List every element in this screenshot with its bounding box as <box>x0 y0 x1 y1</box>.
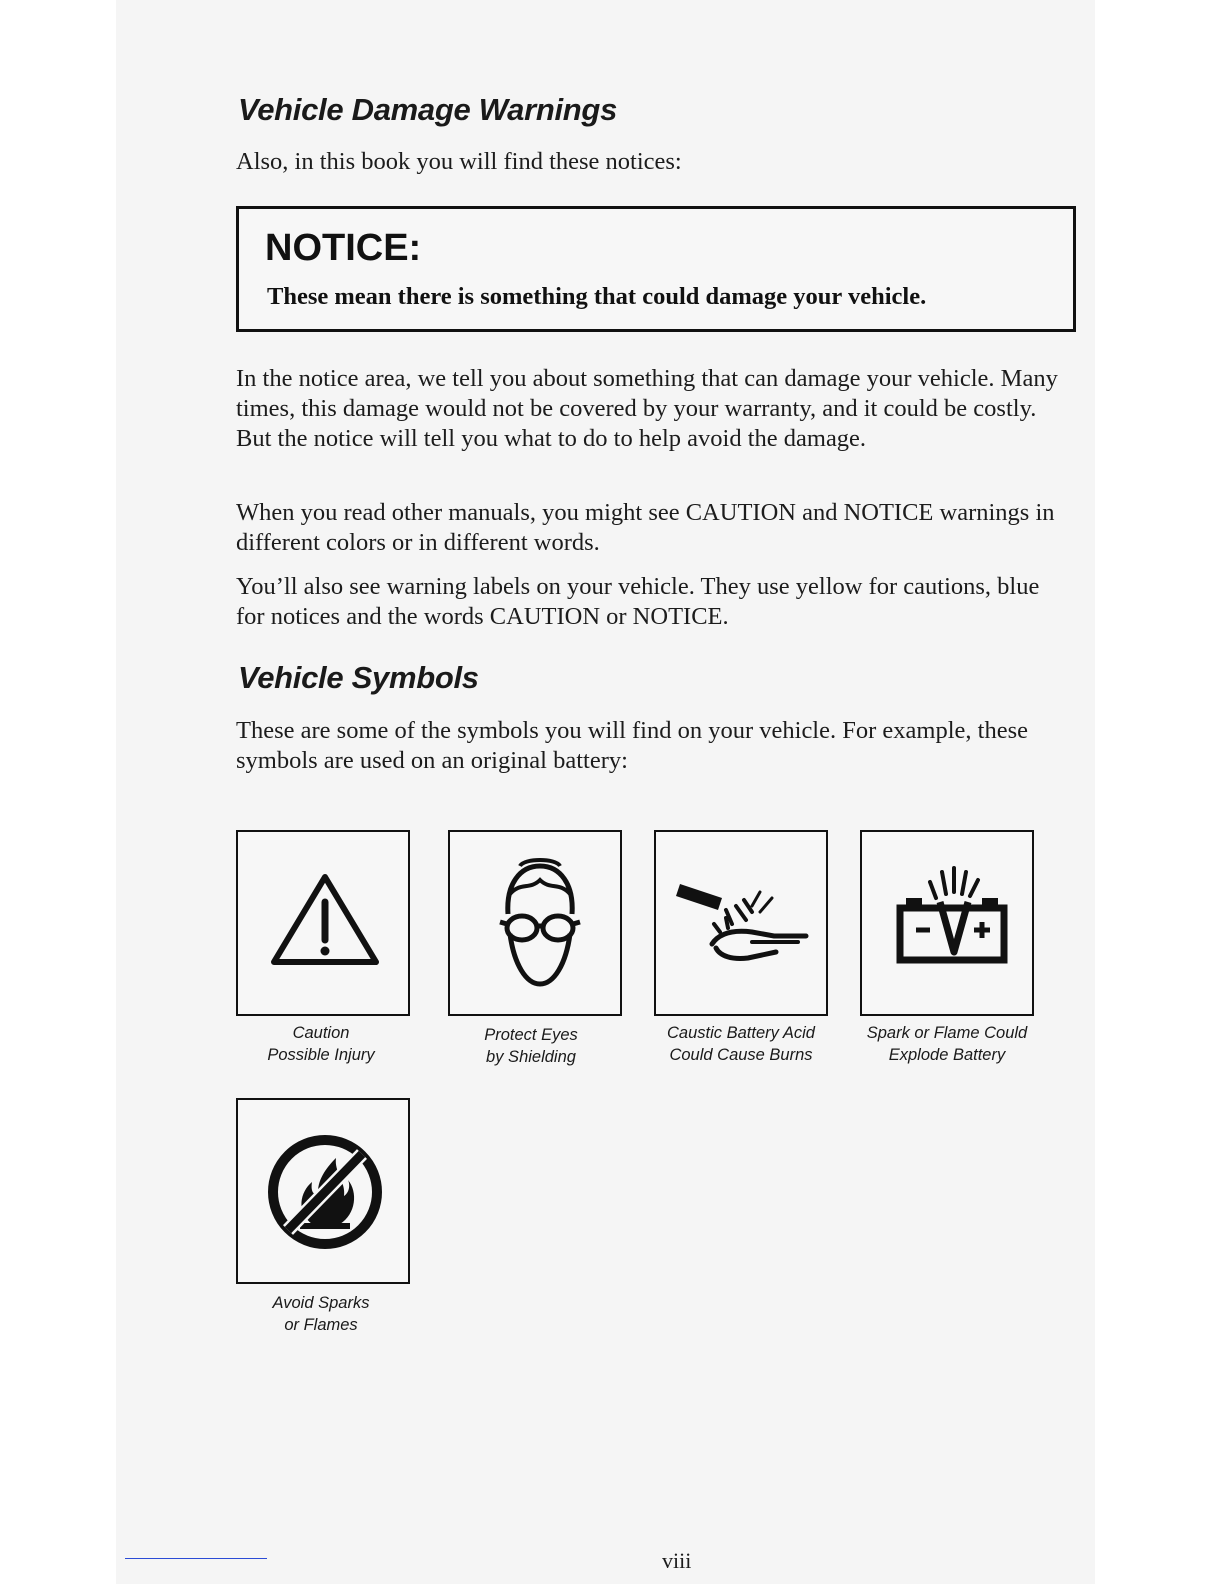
symbol-battery-spark <box>860 830 1034 1016</box>
paragraph-notice-area: In the notice area, we tell you about something that can damage your vehicle. Many times, this damage would not be covered by your warranty, and it could be costly. But the notice will tell you what to do to help avoid the damage. <box>236 365 1058 452</box>
footer-rule <box>125 1558 267 1559</box>
section-heading-vehicle-symbols: Vehicle Symbols <box>238 660 479 695</box>
damage-warnings-intro: Also, in this book you will find these notices: <box>236 148 682 175</box>
caption-caustic-acid: Caustic Battery Acid Could Cause Burns <box>667 1024 815 1064</box>
caption-caution: Caution Possible Injury <box>267 1024 375 1064</box>
vehicle-symbols-intro: These are some of the symbols you will find on your vehicle. For example, these symbols are used on an original battery: <box>236 717 1028 774</box>
battery-spark-icon <box>862 832 1036 1018</box>
symbol-protect-eyes <box>448 830 622 1016</box>
acid-on-hand-icon <box>656 832 830 1018</box>
paragraph-warning-labels: You’ll also see warning labels on your vehicle. They use yellow for cautions, blue for notices and the words CAUTION or NOTICE. <box>236 573 1040 630</box>
section-heading-damage-warnings: Vehicle Damage Warnings <box>238 92 618 127</box>
protective-goggles-icon <box>450 832 624 1018</box>
caption-battery-spark: Spark or Flame Could Explode Battery <box>866 1024 1028 1064</box>
notice-text: These mean there is something that could damage your vehicle. <box>267 283 927 310</box>
page-number: viii <box>662 1548 692 1573</box>
caption-protect-eyes: Protect Eyes by Shielding <box>484 1026 578 1066</box>
caption-no-flame: Avoid Sparks or Flames <box>272 1294 370 1334</box>
paragraph-other-manuals: When you read other manuals, you might see CAUTION and NOTICE warnings in different colors or in different words. <box>236 499 1055 556</box>
symbol-caustic-acid <box>654 830 828 1016</box>
notice-title: NOTICE: <box>265 227 422 269</box>
notice-box <box>236 206 1076 332</box>
symbol-caution <box>236 830 410 1016</box>
caution-triangle-icon <box>238 832 412 1018</box>
no-flame-icon <box>238 1100 412 1286</box>
symbol-no-flame <box>236 1098 410 1284</box>
